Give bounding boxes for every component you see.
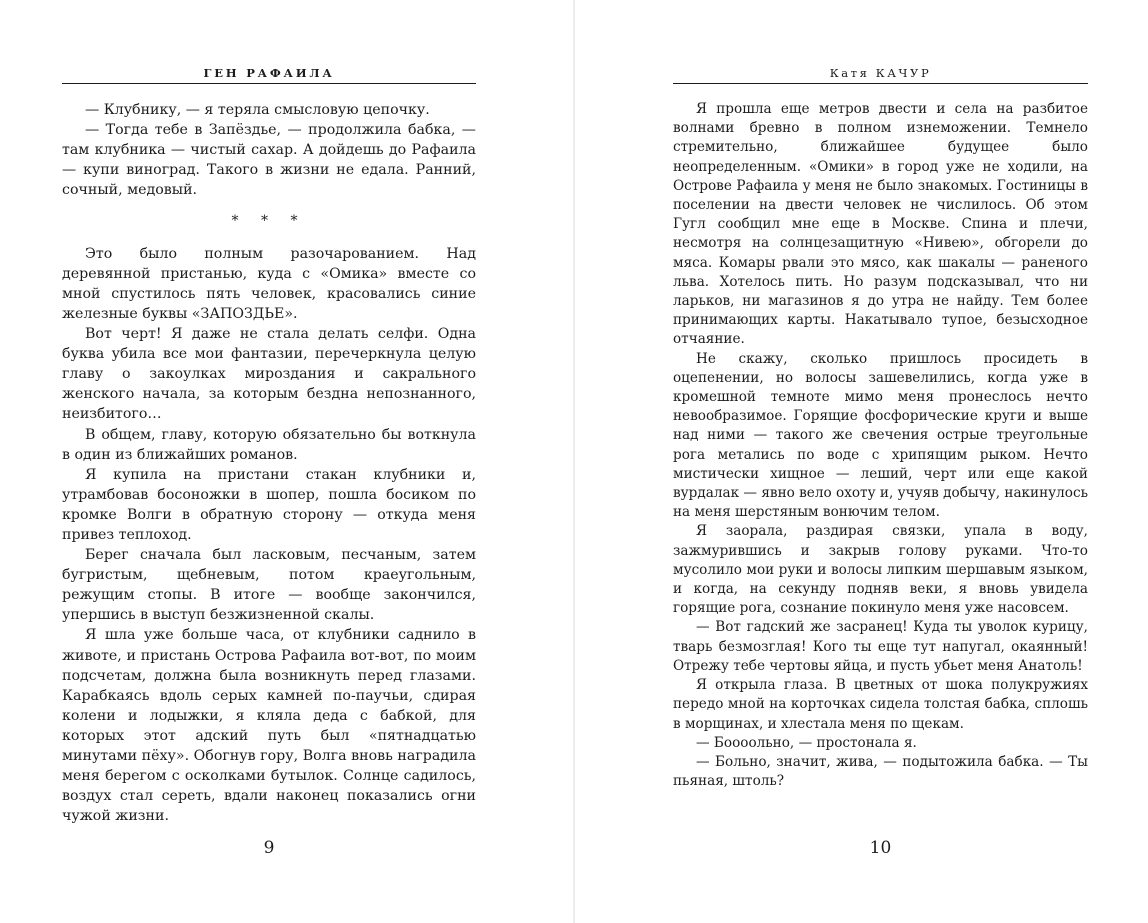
paragraph: Я шла уже больше часа, от клубники саднило в животе, и пристань Острова Рафаила вот-вот, по моим подсчетам, должна была возникнуть перед глазами. Карабкаясь вдоль серых камней по-паучьи, сдирая колени и лодыжки, я кляла деда с бабкой, для которых этот адский путь был «пятнадцатью минутами пёху». Обогнув гору, Волга вновь наградила меня берегом с осколками бутылок. Солнце садилось, воздух стал сереть, вдали наконец показались огни чужой жизни. — [62, 627, 476, 825]
paragraph: — Тогда тебе в Запёздье, — продолжила бабка, — там клубника — чистый сахар. А дойдешь до Рафаила — купи виноград. Такого в жизни не едала. Ранний, сочный, медовый. — [62, 122, 476, 199]
right-page — [673, 0, 1088, 923]
paragraph: — Больно, значит, жива, — подытожила бабка. — Ты пьяная, штоль? — [673, 753, 1088, 790]
right-page-text — [673, 100, 1088, 791]
running-head: Катя КАЧУР — [673, 66, 1088, 84]
page-number: 10 — [869, 838, 892, 858]
section-break: * * * — [231, 213, 307, 230]
paragraph: Я прошла еще метров двести и села на разбитое волнами бревно в полном изнеможении. Темнело стремительно, ближайшее будущее было неопределенным. «Омики» в город уже не ходили, на Острове Рафаила у меня не было знакомых. Гостиницы в поселении на двести человек не числилось. Об этом Гугл сообщил мне еще в Москве. Спина и плечи, несмотря на солнцезащитную «Нивею», обгорели до мяса. Комары рвали это мясо, как шакалы — раненого льва. Хотелось пить. Но разум подсказывал, что ни ларьков, ни магазинов я до утра не найду. Тем более принимающих карты. Накатывало тупое, безысходное отчаяние. — [673, 101, 1088, 348]
paragraph: — Боооольно, — простонала я. — [696, 734, 917, 751]
paragraph: Не скажу, сколько пришлось просидеть в оцепенении, но волосы зашевелились, когда уже в кромешной темноте мимо меня пронеслось нечто невообразимое. Горящие фосфорические круги и выше над ними — такого же свечения острые треугольные рога метались по воде с хрипящим рыком. Нечто мистически хищное — леший, черт или еще какой вурдалак — явно вело охоту и, учуяв добычу, накинулось на меня шерстяным вонючим телом. — [673, 350, 1088, 521]
paragraph: В общем, главу, которую обязательно бы воткнула в один из ближайших романов. — [62, 426, 476, 463]
paragraph: Я заорала, раздирая связки, упала в воду, зажмурившись и закрыв голову руками. Что-то мусолило мои руки и волосы липким шершавым языком, и когда, на секунду подняв веки, я вновь увидела горящие рога, сознание покинуло меня уже насовсем. — [673, 523, 1088, 617]
paragraph: Я купила на пристани стакан клубники и, утрамбовав босоножки в шопер, пошла босиком по кромке Волги в обратную сторону — откуда меня привез теплоход. — [62, 466, 476, 543]
paragraph: Вот черт! Я даже не стала делать селфи. Одна буква убила все мои фантазии, перечеркнула целую главу о закоулках мироздания и сакрального женского начала, за которым бездна непознанного, неизбитого… — [62, 326, 476, 423]
book-gutter — [573, 0, 575, 923]
running-head: ГЕН РАФАИЛА — [62, 66, 476, 84]
left-page-text — [62, 100, 476, 826]
paragraph: — Клубнику, — я теряла смысловую цепочку. — [85, 102, 430, 118]
paragraph: Я открыла глаза. В цветных от шока полукружиях передо мной на корточках сидела толстая бабка, сплошь в морщинах, и хлестала меня по щекам. — [673, 677, 1088, 732]
page-number: 9 — [263, 838, 275, 858]
paragraph: — Вот гадский же засранец! Куда ты уволок курицу, тварь безмозглая! Кого ты еще тут напугал, окаянный! Отрежу тебе чертовы яйца, и пусть убьет меня Анатоль! — [673, 619, 1088, 674]
left-page — [62, 0, 476, 923]
paragraph: Это было полным разочарованием. Над деревянной пристанью, куда с «Омика» вместе со мной спустилось пять человек, красовались синие железные буквы «ЗАПОЗДЬЕ». — [62, 245, 476, 322]
paragraph: Берег сначала был ласковым, песчаным, затем бугристым, щебневым, потом краеугольным, режущим стопы. В итоге — вообще закончился, упершись в выступ безжизненной скалы. — [62, 547, 476, 624]
